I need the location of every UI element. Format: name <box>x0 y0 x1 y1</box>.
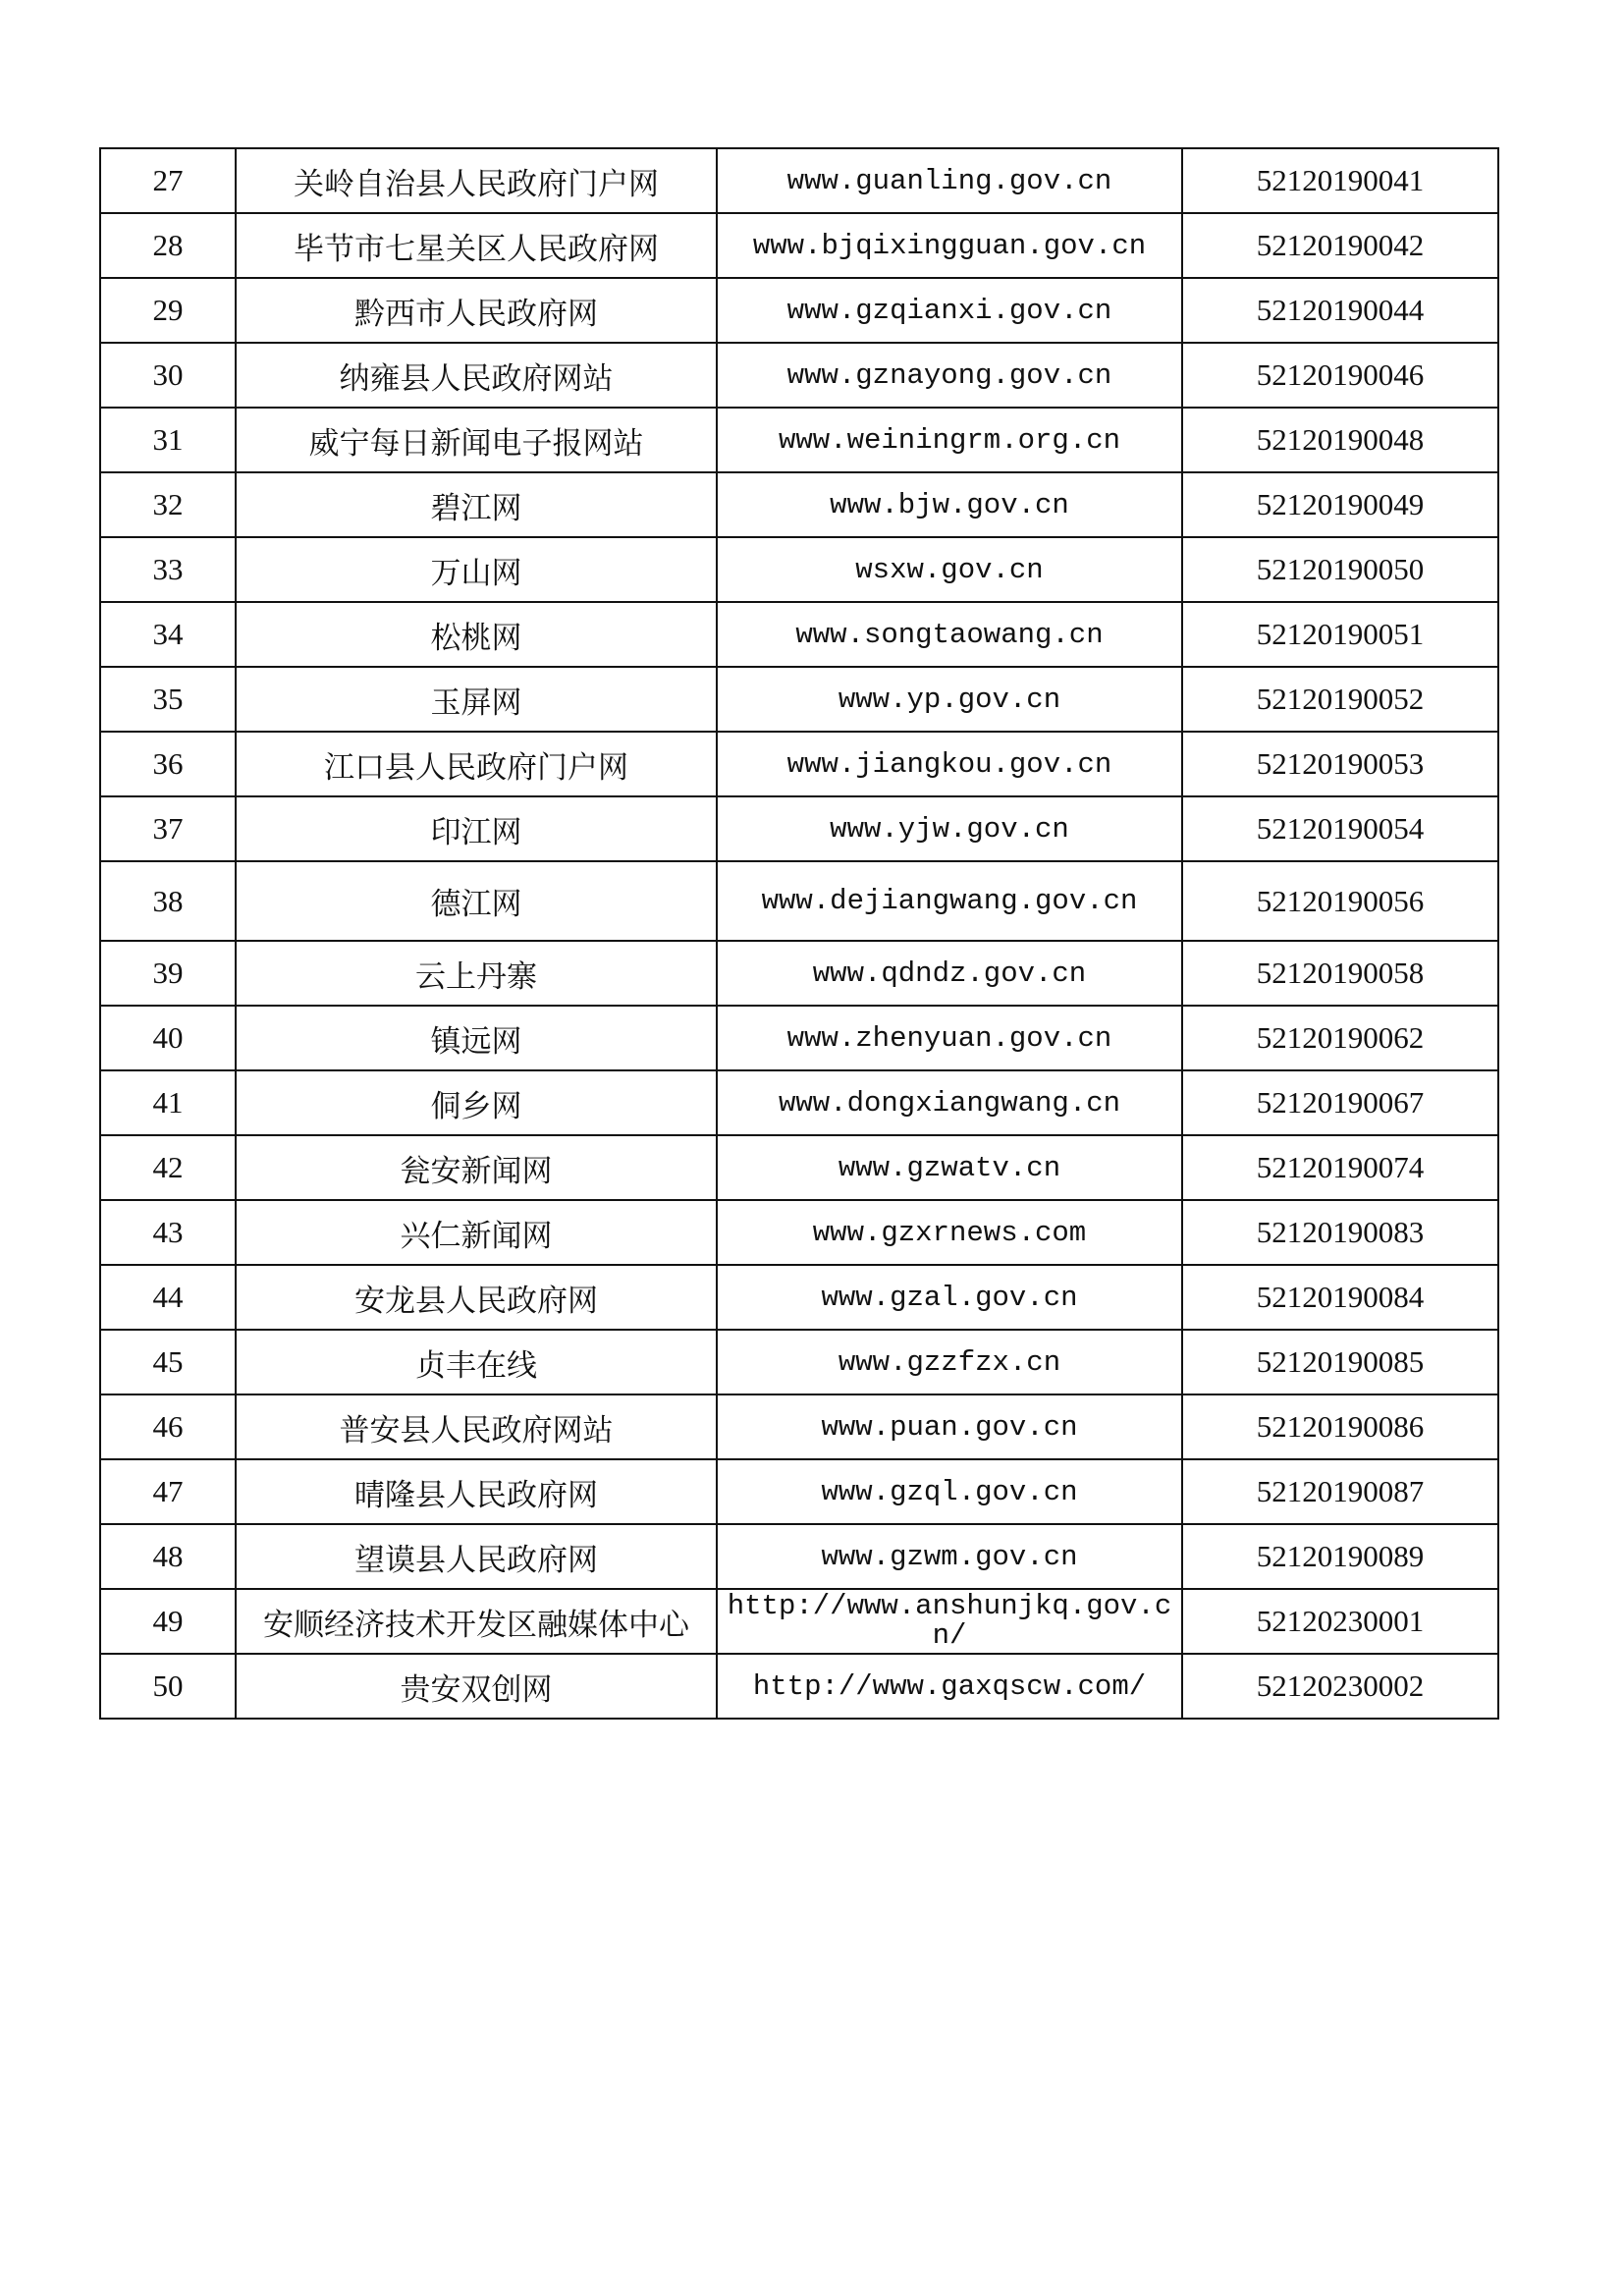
row-number: 39 <box>100 941 236 1006</box>
site-code: 52120190083 <box>1182 1200 1498 1265</box>
row-number: 49 <box>100 1589 236 1654</box>
site-url: www.bjw.gov.cn <box>717 472 1182 537</box>
row-number: 50 <box>100 1654 236 1719</box>
site-url: www.dongxiangwang.cn <box>717 1070 1182 1135</box>
site-name: 印江网 <box>236 796 717 861</box>
row-number: 42 <box>100 1135 236 1200</box>
site-code: 52120190046 <box>1182 343 1498 408</box>
site-name: 晴隆县人民政府网 <box>236 1459 717 1524</box>
site-url: www.puan.gov.cn <box>717 1394 1182 1459</box>
site-name: 关岭自治县人民政府门户网 <box>236 148 717 213</box>
site-url: www.gzql.gov.cn <box>717 1459 1182 1524</box>
row-number: 44 <box>100 1265 236 1330</box>
row-number: 38 <box>100 861 236 941</box>
table-row <box>100 278 1498 343</box>
site-code: 52120190085 <box>1182 1330 1498 1394</box>
table-row <box>100 1070 1498 1135</box>
row-number: 33 <box>100 537 236 602</box>
site-code: 52120190052 <box>1182 667 1498 732</box>
site-url: www.guanling.gov.cn <box>717 148 1182 213</box>
table-row <box>100 732 1498 796</box>
row-number: 41 <box>100 1070 236 1135</box>
site-name: 望谟县人民政府网 <box>236 1524 717 1589</box>
site-url: http://www.anshunjkq.gov.cn/ <box>717 1589 1182 1654</box>
row-number: 48 <box>100 1524 236 1589</box>
site-code: 52120190051 <box>1182 602 1498 667</box>
site-code: 52120190044 <box>1182 278 1498 343</box>
site-url: www.gzwatv.cn <box>717 1135 1182 1200</box>
site-name: 普安县人民政府网站 <box>236 1394 717 1459</box>
row-number: 27 <box>100 148 236 213</box>
table-row <box>100 796 1498 861</box>
row-number: 35 <box>100 667 236 732</box>
site-code: 52120190074 <box>1182 1135 1498 1200</box>
row-number: 47 <box>100 1459 236 1524</box>
website-registry-table <box>99 147 1499 1720</box>
site-name: 兴仁新闻网 <box>236 1200 717 1265</box>
table-row <box>100 472 1498 537</box>
site-code: 52120190087 <box>1182 1459 1498 1524</box>
table-row <box>100 1006 1498 1070</box>
site-code: 52120190058 <box>1182 941 1498 1006</box>
site-name: 威宁每日新闻电子报网站 <box>236 408 717 472</box>
site-code: 52120190049 <box>1182 472 1498 537</box>
table-row <box>100 1200 1498 1265</box>
site-url: www.bjqixingguan.gov.cn <box>717 213 1182 278</box>
site-name: 毕节市七星关区人民政府网 <box>236 213 717 278</box>
site-name: 江口县人民政府门户网 <box>236 732 717 796</box>
row-number: 34 <box>100 602 236 667</box>
site-url: www.songtaowang.cn <box>717 602 1182 667</box>
site-url: www.yjw.gov.cn <box>717 796 1182 861</box>
row-number: 29 <box>100 278 236 343</box>
site-name: 松桃网 <box>236 602 717 667</box>
table-row <box>100 1394 1498 1459</box>
site-name: 安龙县人民政府网 <box>236 1265 717 1330</box>
site-code: 52120190086 <box>1182 1394 1498 1459</box>
site-name: 云上丹寨 <box>236 941 717 1006</box>
site-url: http://www.gaxqscw.com/ <box>717 1654 1182 1719</box>
row-number: 30 <box>100 343 236 408</box>
row-number: 28 <box>100 213 236 278</box>
row-number: 36 <box>100 732 236 796</box>
site-url: wsxw.gov.cn <box>717 537 1182 602</box>
table-row <box>100 602 1498 667</box>
table-row <box>100 1589 1498 1654</box>
site-code: 52120190062 <box>1182 1006 1498 1070</box>
site-url: www.gzzfzx.cn <box>717 1330 1182 1394</box>
row-number: 37 <box>100 796 236 861</box>
table-row <box>100 1135 1498 1200</box>
site-name: 万山网 <box>236 537 717 602</box>
site-name: 贵安双创网 <box>236 1654 717 1719</box>
row-number: 31 <box>100 408 236 472</box>
table-row <box>100 1459 1498 1524</box>
row-number: 32 <box>100 472 236 537</box>
table-row <box>100 861 1498 941</box>
row-number: 46 <box>100 1394 236 1459</box>
table-row <box>100 148 1498 213</box>
row-number: 40 <box>100 1006 236 1070</box>
site-url: www.gzal.gov.cn <box>717 1265 1182 1330</box>
table-row <box>100 213 1498 278</box>
table-row <box>100 537 1498 602</box>
table-row <box>100 941 1498 1006</box>
site-code: 52120190089 <box>1182 1524 1498 1589</box>
site-code: 52120190056 <box>1182 861 1498 941</box>
table-row <box>100 408 1498 472</box>
site-code: 52120230001 <box>1182 1589 1498 1654</box>
site-url: www.yp.gov.cn <box>717 667 1182 732</box>
site-url: www.gznayong.gov.cn <box>717 343 1182 408</box>
site-name: 德江网 <box>236 861 717 941</box>
row-number: 45 <box>100 1330 236 1394</box>
site-url: www.dejiangwang.gov.cn <box>717 861 1182 941</box>
site-name: 黔西市人民政府网 <box>236 278 717 343</box>
site-url: www.gzwm.gov.cn <box>717 1524 1182 1589</box>
site-name: 瓮安新闻网 <box>236 1135 717 1200</box>
site-url: www.weiningrm.org.cn <box>717 408 1182 472</box>
site-name: 玉屏网 <box>236 667 717 732</box>
table-row <box>100 1654 1498 1719</box>
table-row <box>100 1265 1498 1330</box>
table-row <box>100 1524 1498 1589</box>
site-code: 52120190054 <box>1182 796 1498 861</box>
site-url: www.zhenyuan.gov.cn <box>717 1006 1182 1070</box>
site-name: 侗乡网 <box>236 1070 717 1135</box>
site-code: 52120230002 <box>1182 1654 1498 1719</box>
table-row <box>100 1330 1498 1394</box>
table-row <box>100 667 1498 732</box>
site-code: 52120190041 <box>1182 148 1498 213</box>
site-name: 镇远网 <box>236 1006 717 1070</box>
site-url: www.jiangkou.gov.cn <box>717 732 1182 796</box>
site-name: 碧江网 <box>236 472 717 537</box>
site-url: www.gzqianxi.gov.cn <box>717 278 1182 343</box>
site-code: 52120190042 <box>1182 213 1498 278</box>
site-code: 52120190050 <box>1182 537 1498 602</box>
site-code: 52120190053 <box>1182 732 1498 796</box>
site-code: 52120190067 <box>1182 1070 1498 1135</box>
site-name: 安顺经济技术开发区融媒体中心 <box>236 1589 717 1654</box>
site-code: 52120190048 <box>1182 408 1498 472</box>
site-url: www.gzxrnews.com <box>717 1200 1182 1265</box>
row-number: 43 <box>100 1200 236 1265</box>
site-name: 纳雍县人民政府网站 <box>236 343 717 408</box>
table-row <box>100 343 1498 408</box>
site-url: www.qdndz.gov.cn <box>717 941 1182 1006</box>
site-name: 贞丰在线 <box>236 1330 717 1394</box>
site-code: 52120190084 <box>1182 1265 1498 1330</box>
